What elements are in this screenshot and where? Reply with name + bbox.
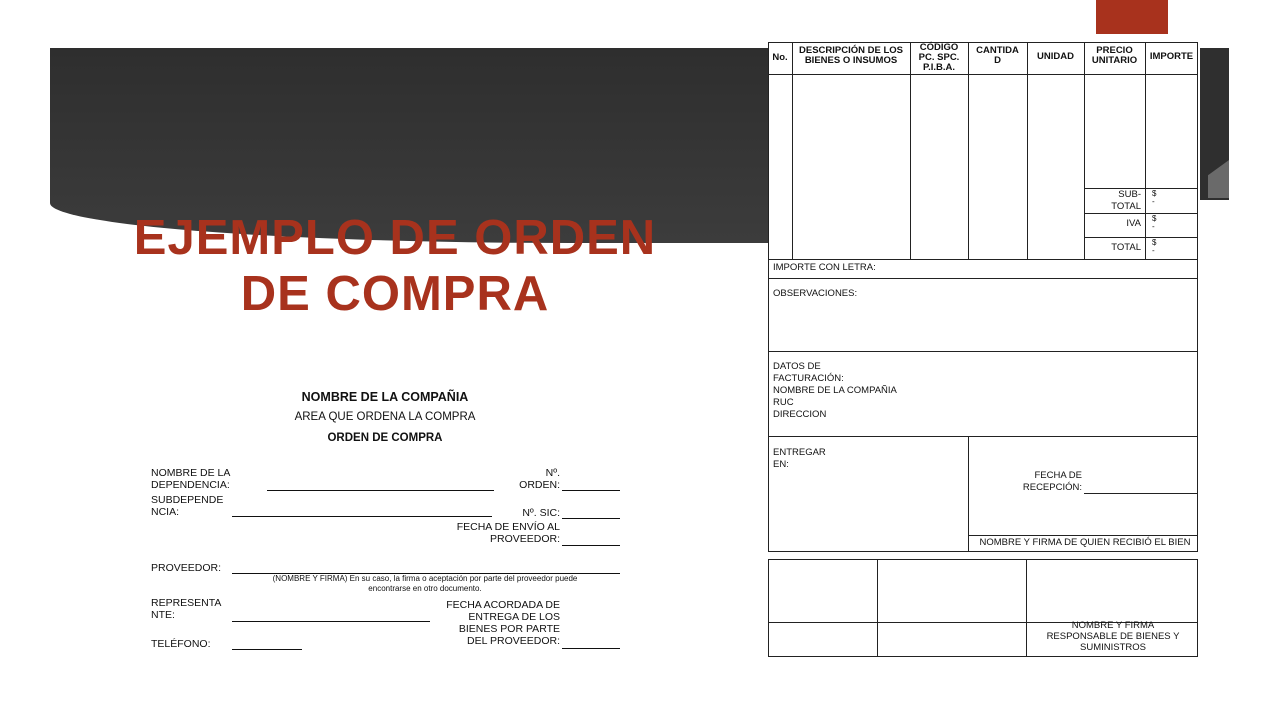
col-header-no: No. bbox=[772, 52, 788, 63]
subtotal-label: SUB- TOTAL bbox=[1111, 189, 1141, 212]
sic-line bbox=[562, 518, 620, 519]
iva-value: $ - bbox=[1152, 214, 1157, 231]
col-header-codigo: CÓDIGO PC. SPC. P.I.B.A. bbox=[918, 42, 960, 73]
total-value: $ - bbox=[1152, 238, 1157, 255]
col-divider bbox=[1145, 42, 1146, 260]
iva-label: IVA bbox=[1126, 218, 1141, 229]
fecha-envio-label: FECHA DE ENVÍO AL PROVEEDOR: bbox=[456, 521, 560, 545]
sic-label: Nº. SIC: bbox=[522, 507, 560, 519]
proveedor-note: (NOMBRE Y FIRMA) En su caso, la firma o aceptación por parte del proveedor puede encontrarse en otro documento. bbox=[272, 574, 578, 593]
form-heading: ORDEN DE COMPRA bbox=[327, 432, 443, 444]
signature-divider bbox=[877, 559, 878, 657]
col-header-cantidad: CANTIDA D bbox=[976, 45, 1019, 66]
signature-divider bbox=[1026, 559, 1027, 657]
fecha-recepcion-line bbox=[1084, 493, 1198, 494]
purchase-order-items-form bbox=[768, 40, 1200, 660]
firma-recibio-label: NOMBRE Y FIRMA DE QUIEN RECIBIÓ EL BIEN bbox=[979, 537, 1191, 548]
col-divider bbox=[1027, 42, 1028, 260]
representante-line bbox=[232, 621, 430, 622]
subdependencia-line bbox=[232, 516, 492, 517]
col-divider bbox=[910, 42, 911, 260]
fecha-acordada-line bbox=[562, 648, 620, 649]
col-header-unidad: UNIDAD bbox=[1037, 51, 1074, 62]
subtotal-value: $ - bbox=[1152, 189, 1157, 206]
fecha-acordada-label: FECHA ACORDADA DE ENTREGA DE LOS BIENES POR PARTE DEL PROVEEDOR: bbox=[446, 599, 560, 647]
purchase-order-header-form bbox=[140, 385, 630, 660]
total-label: TOTAL bbox=[1111, 242, 1141, 253]
items-header-divider bbox=[768, 74, 1198, 75]
proveedor-label: PROVEEDOR: bbox=[151, 562, 222, 574]
fecha-envio-line bbox=[562, 545, 620, 546]
col-header-descripcion: DESCRIPCIÓN DE LOS BIENES O INSUMOS bbox=[799, 45, 903, 66]
ordering-area: AREA QUE ORDENA LA COMPRA bbox=[294, 411, 476, 423]
telefono-label: TELÉFONO: bbox=[151, 638, 211, 650]
telefono-line bbox=[232, 649, 302, 650]
subdependencia-label: SUBDEPENDE NCIA: bbox=[151, 494, 224, 518]
orden-label: Nº. ORDEN: bbox=[519, 467, 560, 491]
col-header-precio: PRECIO UNITARIO bbox=[1091, 45, 1138, 66]
dependencia-line bbox=[267, 490, 494, 491]
col-header-importe: IMPORTE bbox=[1149, 51, 1194, 62]
representante-label: REPRESENTA NTE: bbox=[151, 597, 222, 621]
firma-responsable-label: NOMBRE Y FIRMA RESPONSABLE DE BIENES Y SUMINISTROS bbox=[1046, 620, 1180, 653]
slide-title: EJEMPLO DE ORDEN DE COMPRA bbox=[133, 211, 657, 321]
observaciones-label: OBSERVACIONES: bbox=[773, 288, 858, 299]
entregar-label: ENTREGAR EN: bbox=[773, 447, 826, 470]
firma-divider bbox=[968, 535, 1198, 536]
totals-divider bbox=[1084, 213, 1198, 214]
totals-divider bbox=[1084, 237, 1198, 238]
accent-square bbox=[1096, 0, 1168, 34]
importe-letra-label: IMPORTE CON LETRA: bbox=[773, 262, 876, 273]
company-name: NOMBRE DE LA COMPAÑIA bbox=[301, 390, 469, 404]
dependencia-label: NOMBRE DE LA DEPENDENCIA: bbox=[151, 467, 231, 491]
col-divider bbox=[968, 42, 969, 260]
col-divider bbox=[792, 42, 793, 260]
col-divider bbox=[1084, 42, 1085, 260]
facturacion-label: DATOS DE FACTURACIÓN: NOMBRE DE LA COMPAÑIA RUC DIRECCION bbox=[773, 361, 897, 420]
fecha-recepcion-label: FECHA DE RECEPCIÓN: bbox=[1022, 470, 1082, 493]
orden-line bbox=[562, 490, 620, 491]
